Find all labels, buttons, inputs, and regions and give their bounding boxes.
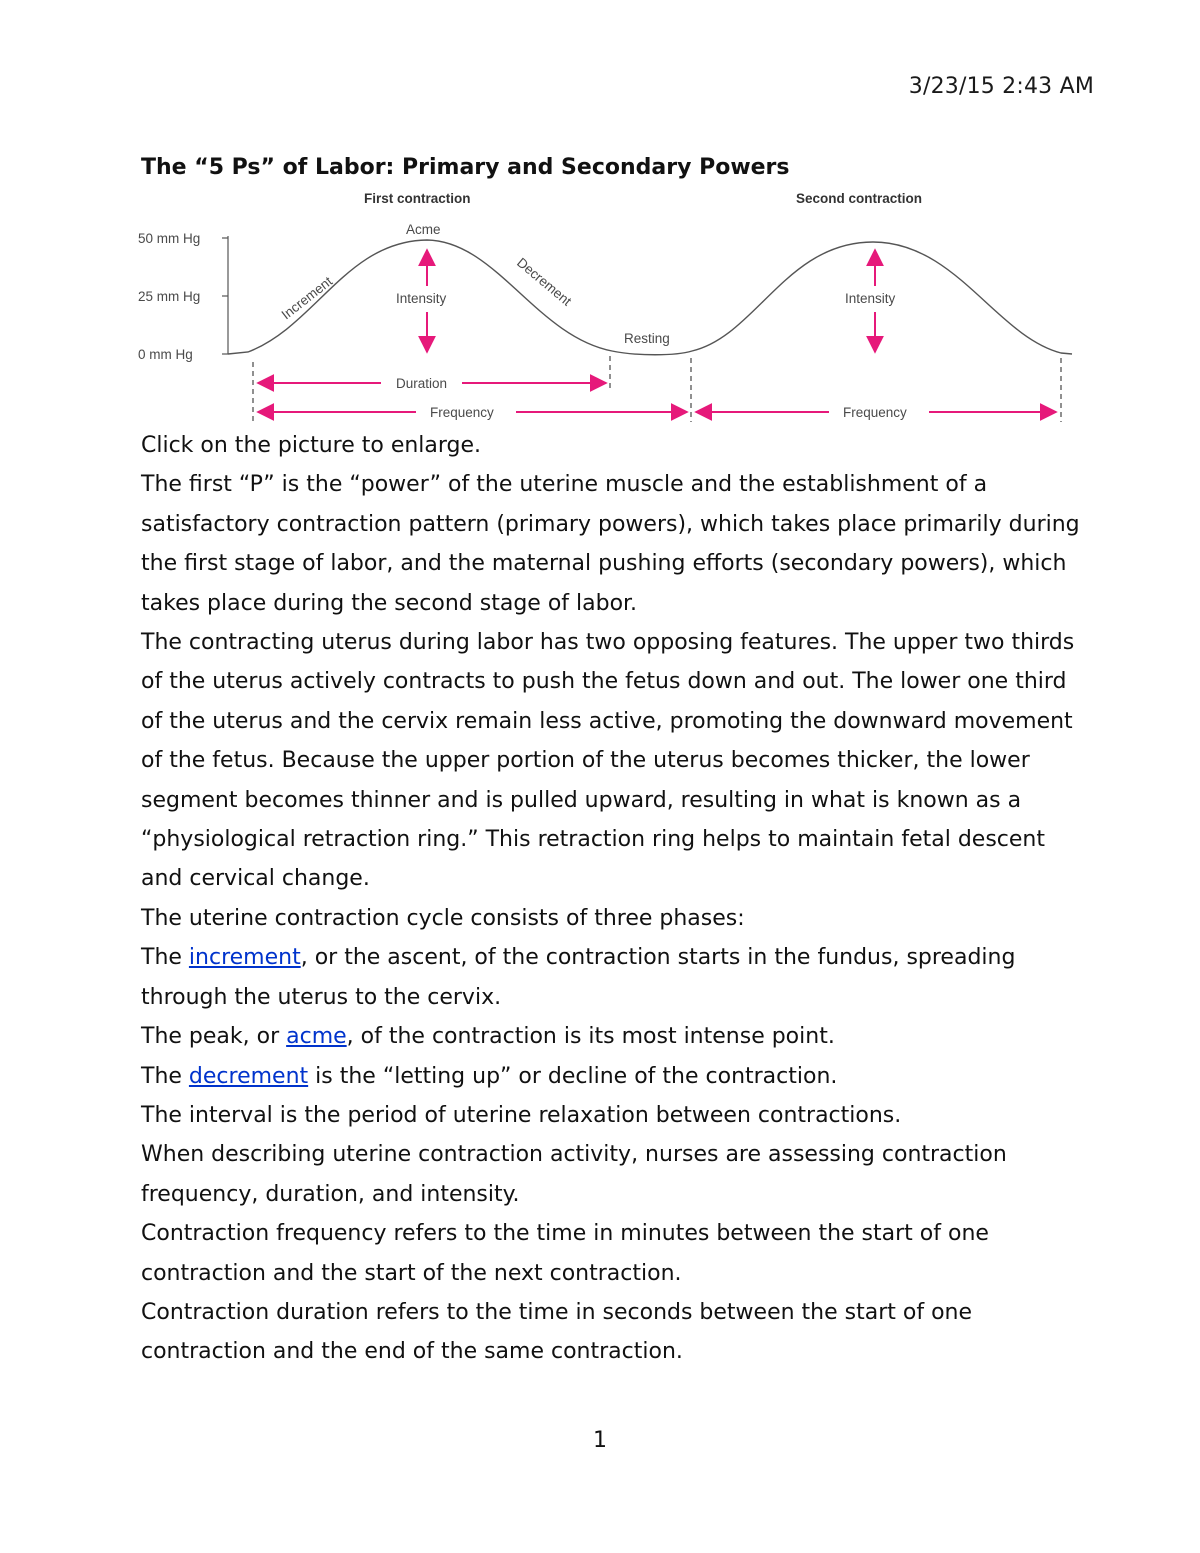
paragraph-uterus-features: The contracting uterus during labor has two opposing features. The upper two thirds of the uterus actively contracts to push the fetus down and out. The lower one third of the uterus and the cervix remain less active, promoting the downward movement of the fetus. Because the upper portion of the uterus becomes thicker, the lower segment becomes thinner and is pulled upward, resulting in what is known as a “physiological retraction ring.” This retraction ring helps to maintain fetal descent and cervical change. — [141, 630, 1075, 892]
intensity-label-1: Intensity — [396, 291, 447, 306]
paragraph-cycle-intro: The uterine contraction cycle consists of three phases: — [141, 905, 745, 931]
intensity-label-2: Intensity — [845, 291, 896, 306]
acme-link[interactable]: acme — [286, 1024, 347, 1050]
paragraph-increment: The increment, or the ascent, of the contraction starts in the fundus, spreading through the uterus to the cervix. — [141, 945, 1016, 1010]
contraction-diagram-svg — [136, 186, 1078, 428]
y-tick-50: 50 mm Hg — [138, 231, 201, 246]
timestamp: 3/23/15 2:43 AM — [908, 74, 1094, 99]
decrement-label: Decrement — [514, 254, 575, 309]
increment-link[interactable]: increment — [188, 945, 301, 971]
second-contraction-heading: Second contraction — [796, 191, 923, 206]
resting-label: Resting — [624, 331, 670, 346]
first-contraction-heading: First contraction — [364, 191, 471, 206]
y-tick-25: 25 mm Hg — [138, 289, 201, 304]
duration-label: Duration — [396, 376, 448, 391]
enlarge-instruction: Click on the picture to enlarge. — [141, 433, 482, 458]
y-tick-0: 0 mm Hg — [138, 347, 193, 362]
contraction-diagram[interactable] — [136, 186, 1078, 428]
paragraph-duration: Contraction duration refers to the time in seconds between the start of one contraction and the end of the same contraction. — [141, 1299, 973, 1365]
acme-label: Acme — [406, 222, 441, 237]
document-body — [141, 426, 1081, 1372]
paragraph-assessment: When describing uterine contraction activity, nurses are assessing contraction frequency, duration, and intensity. — [141, 1142, 1007, 1207]
frequency-label-2: Frequency — [843, 405, 907, 420]
increment-label: Increment — [278, 273, 336, 323]
frequency-label-1: Frequency — [430, 405, 494, 420]
page-title: The “5 Ps” of Labor: Primary and Secondary Powers — [141, 155, 790, 180]
decrement-link[interactable]: decrement — [188, 1063, 309, 1089]
paragraph-first-p: The first “P” is the “power” of the uterine muscle and the establishment of a satisfactory contraction pattern (primary powers), which takes place primarily during the first stage of labor, and the maternal pushing efforts (secondary powers), which takes place during the second stage of labor. — [141, 472, 1080, 616]
paragraph-decrement: The decrement is the “letting up” or decline of the contraction. — [141, 1063, 838, 1089]
page-number: 1 — [593, 1428, 607, 1453]
paragraph-acme: The peak, or acme, of the contraction is its most intense point. — [141, 1024, 835, 1050]
paragraph-interval: The interval is the period of uterine relaxation between contractions. — [141, 1102, 902, 1128]
paragraph-frequency: Contraction frequency refers to the time in minutes between the start of one contraction and the start of the next contraction. — [141, 1221, 989, 1286]
